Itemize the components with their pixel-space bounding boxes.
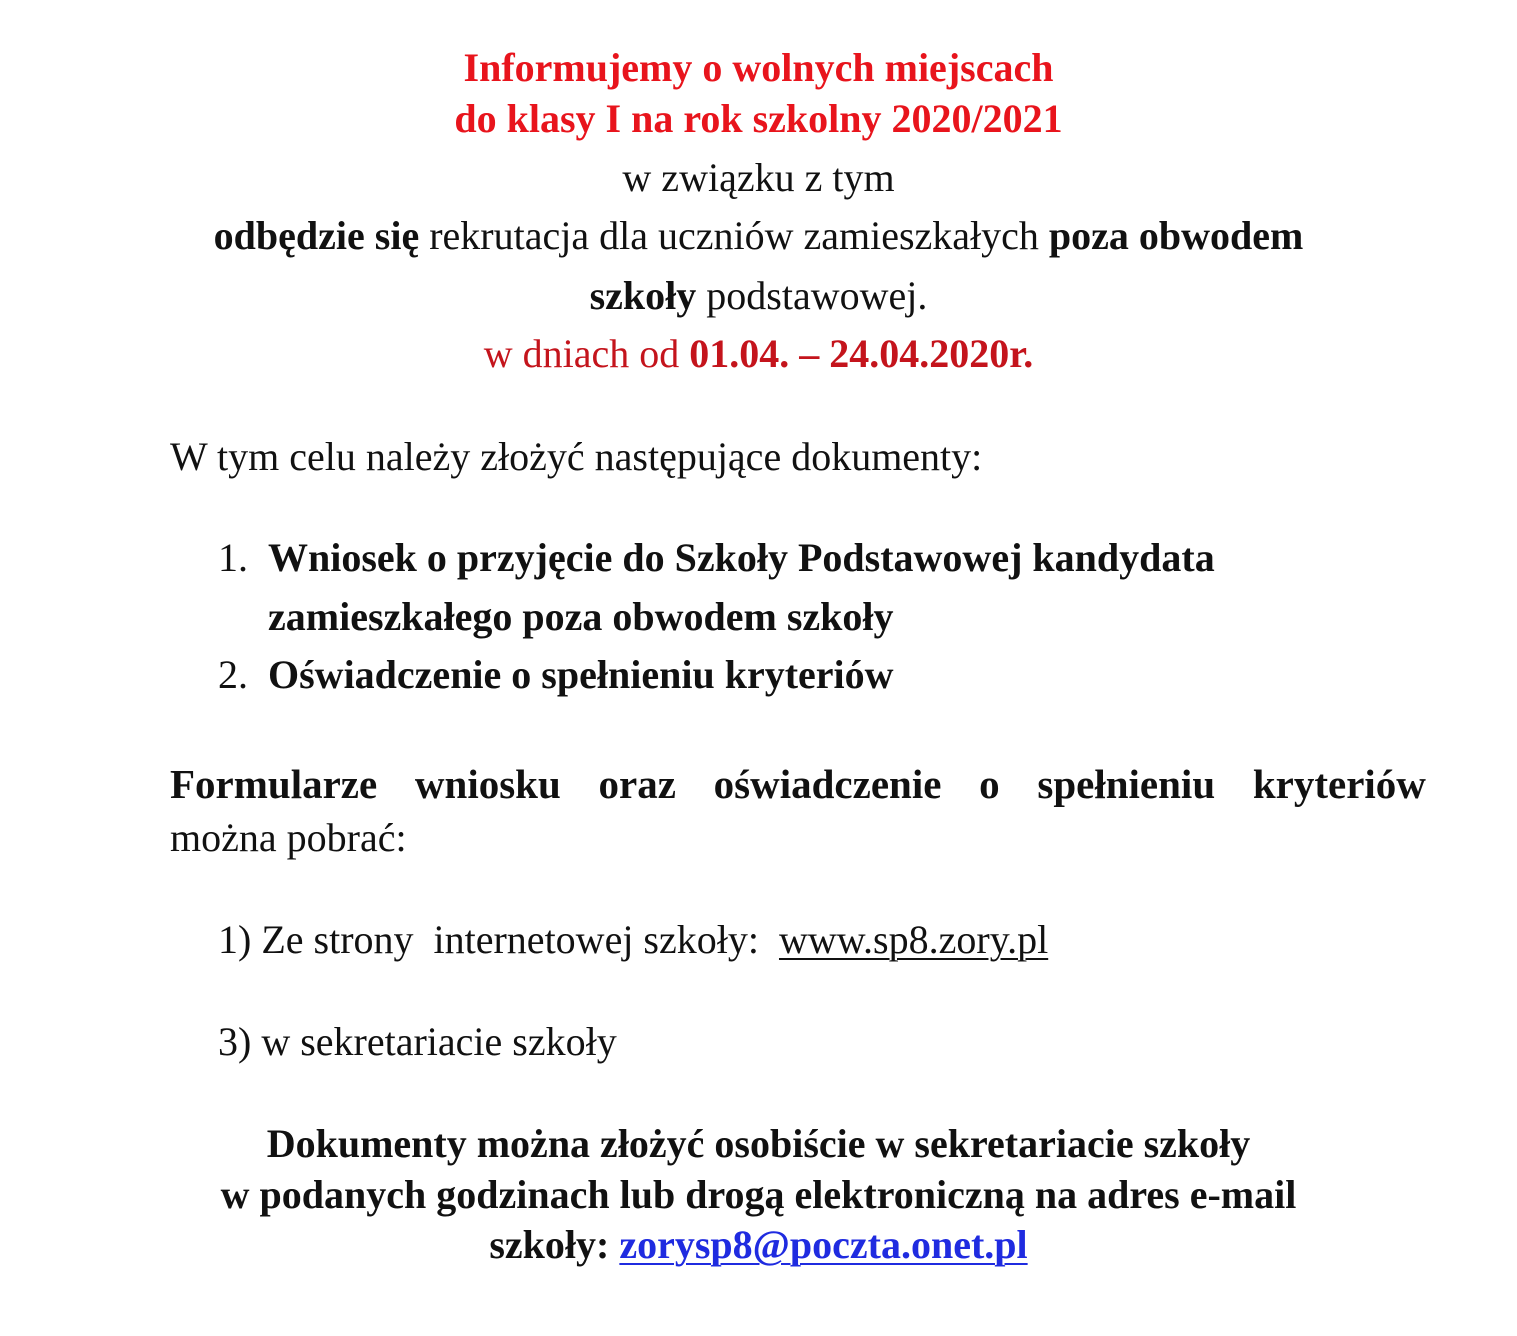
source-office-line: 3) w sekretariacie szkoły bbox=[218, 1019, 617, 1064]
school-website-link[interactable]: www.sp8.zory.pl bbox=[778, 917, 1049, 962]
forms-word: o bbox=[979, 761, 1000, 807]
document-item-2-line-1: Oświadczenie o spełnieniu kryteriów bbox=[268, 652, 894, 697]
recruitment-line bbox=[0, 213, 1517, 258]
source-website-label: 1) Ze strony internetowej szkoły: bbox=[218, 917, 779, 962]
heading-line-2: do klasy I na rok szkolny 2020/2021 bbox=[454, 96, 1063, 141]
forms-word: wniosku bbox=[414, 761, 561, 807]
footer-email-label: szkoły: bbox=[489, 1222, 620, 1267]
document-item-2-number: 2. bbox=[218, 652, 248, 697]
forms-word: oraz bbox=[598, 761, 676, 807]
school-email-link[interactable]: zorysp8@poczta.onet.pl bbox=[619, 1222, 1028, 1267]
school-type-text: podstawowej. bbox=[696, 273, 928, 318]
footer-line-2: w podanych godzinach lub drogą elektroniczną na adres e-mail bbox=[220, 1172, 1297, 1217]
school-type-line bbox=[0, 273, 1517, 318]
heading-line-1: Informujemy o wolnych miejscach bbox=[463, 45, 1054, 90]
dates-line bbox=[0, 331, 1517, 376]
forms-justified-line bbox=[170, 761, 1426, 807]
recruitment-bold-a: odbędzie się bbox=[213, 213, 420, 258]
dates-prefix: w dniach od bbox=[483, 331, 690, 376]
footer-line-1: Dokumenty można złożyć osobiście w sekretariacie szkoły bbox=[266, 1121, 1251, 1166]
source-website-line bbox=[218, 917, 1049, 962]
forms-word: Formularze bbox=[170, 761, 378, 807]
recruitment-bold-b: poza obwodem bbox=[1048, 213, 1304, 258]
footer-line-3 bbox=[0, 1222, 1517, 1267]
document-item-1-line-1: Wniosek o przyjęcie do Szkoły Podstawowej kandydata bbox=[268, 535, 1215, 580]
forms-word: oświadczenie bbox=[713, 761, 942, 807]
documents-intro: W tym celu należy złożyć następujące dokumenty: bbox=[170, 434, 983, 479]
school-bold: szkoły bbox=[589, 273, 697, 318]
forms-word: spełnieniu bbox=[1037, 761, 1216, 807]
document-item-1-number: 1. bbox=[218, 535, 248, 580]
document-item-1-line-2: zamieszkałego poza obwodem szkoły bbox=[268, 594, 894, 639]
recruitment-text: rekrutacja dla uczniów zamieszkałych bbox=[419, 213, 1049, 258]
forms-word: kryteriów bbox=[1252, 761, 1426, 807]
intro-line: w związku z tym bbox=[622, 155, 895, 200]
forms-line-2: można pobrać: bbox=[170, 815, 407, 860]
dates-range: 01.04. – 24.04.2020r. bbox=[689, 331, 1034, 376]
